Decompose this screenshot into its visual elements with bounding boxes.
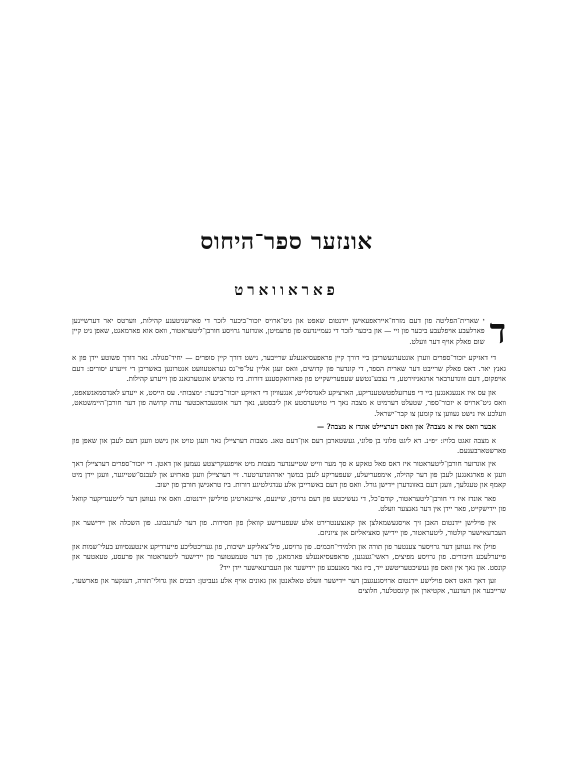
paragraph-1 (72, 312, 506, 352)
drop-cap-letter: ד (489, 312, 506, 352)
paragraph-5: א מצבה זאגט בלויז: ״פ״נ. דא ליגט פלוני בן פלוני, געשטארבן דעם און־דעם טאג. מצבות דערציילן נאר וועגן טויט און נישט וועגן דעם לעבן און שאפן פון פארשטארבענעם. (72, 435, 506, 455)
paragraph-2: די דאזיקע יזכור־ספרים ווערן אונטערגעשריבן ביי דורך קיין פראפעסיאנעלע שרייבער, נישט דורך קיין סופרים — יחיד־סגולה. נאר דורך פשוטע יידן פון א גאנץ יאר. דאס פאלק שרייבט דער שארית הספר, די קונדער פון קדושים, וואס זעגן אליין על־פי־נס געראטעוועט אנטרונען באשריבן די זייערע יסורים: דעם אויפקום, דעם ווונדערבאר ארגאניזירטע, די נצבע־נטשע שעפערישקייט פון פארוואקסענע דורות. ביז טראגיש אונטערגאנג פון זייערע קהילות. (72, 353, 506, 384)
paragraph-4: אבער וואס איז א מצבה? און וואס דערציילט אונדז א מצבה? — (316, 422, 496, 432)
paragraph-8: אין פוילישן יידנטום האבן זיך אויסגעשמאלצן און קאנצענטרירט אלע שעפערישע קוואלן פון חסידות. פון דער לערנגבונג. פון השכלה און יידישער און העברעאישער קולטור, ליטעראטור, פון יידישן סאציאליזם און ציוניזם. (72, 517, 506, 538)
document-title: אונזער ספר־היחוס (200, 228, 373, 255)
paragraph-7: פאר אונדז איז די חורבן־ליטעראטור, קודם־כל, די געשיכטע פון דעם גרויסן, שיינעם, אייגנארטיגן פוילישן יידנטום. וואס איז געווען דער לייטענדיקער קוואל פון יידישקייט, פאר יידן אין דער גאנצער וועלט. (72, 493, 506, 514)
paragraph-text: י שארית־הפליטה פון דעם מזרח־אייראפעאישן יידנטום שאפט און גיט־ארויס יזכור־ביכער לזכר די פארשניטענע קהילות, ווערטס יאר דערשיינען פארלעבע אויפלעבע ביכער פון זיי — און ביכער לזכר די געמיינדעס פון פרעמיטן, אונדזער גרויסע חורבן־ליטעראטור, וואס אוא פארמאגט, שאפן ניט קיין שום פאלק אויף דער וועלט. (72, 316, 485, 346)
paragraph-10: זען דאך האט דאס פוילישע יידנטום ארויסגעגעבן דער יידישער וועלט טאלאנטן און גאונים אויף אלע געביטן: רבנים און גדולי־תורה, דענקער און פארשער, שרייבער און רעדנער, אקטיארן און קינסטלער, חלוצים (72, 575, 506, 596)
paragraph-3: און עס איז אנגעגאנגען ביי די פערזעלפטשטענדיקע, הארציקע לאנדסלייט, אנגעוויזן די דאזיקע יזכור־ביכער: ״מצבות״. עס הייסט, א ייעדע לאנדסמאנשאפט, וואס גיט־ארויס א יזכור־ספר, שטעלט דערמיט א מצבה נאך די טויטערסטע און ליבסטע, נאך דער אומגעבראכטער עדה קדושה פון דער חורבן־היימשטאט, וועלכע איז נישט געווען צו קומען צו קבר־ישראל. (72, 387, 506, 418)
paragraph-6: אין אונדזער חורבן־ליטעראטור איז דאס פאל טאקע א סך מער ווייט שטייענדער מצבות מיט אויפגעקריצטע נעמען און דאטן. די יזכור־ספרים דערציילן דאך וועגן א פארגאנגען לעבן פון דער קהילה, אימפעריעלע, שעפעריקע לעבן במשך יארהונדערטער. זיי דערציילן וועגן פארזיע און לעבנס־שטייגער, וועגן יידן מיט קאמף און טעגלעך, וועגן דעם באזונדערן יידישן גורל. וואס פון דעם באשרייבן אלע ענדגילטיגע דורות. ביז טראגישן חורבן פון ישוב. (72, 459, 506, 490)
body-text (72, 312, 506, 600)
section-heading: פאראווארט (234, 281, 339, 299)
paragraph-9: פוילן איז געווען דער גרויסער צענטער פון תורה און תלמידי־חכמים. פון גרויסע, פיל־צאליקע ישיבות, פון געריכטליכע פייערדיקע אינטענסיווע בעלי־שמות און פייערלעכע חיבורים. פון גרויסע מפיצים, ראשי־גענגען, פראפעסיאנעלע פארמאגן, פון דער טעמעטוער פון יידישער ליטעראטור און פרעסע, טעאטער און קונסט. און נאך אין וואס פון געשיכטעריטשע ייד, ביז גאר מאנעכע פון יידישער און העברעאישער יידן ייד? (72, 541, 506, 572)
